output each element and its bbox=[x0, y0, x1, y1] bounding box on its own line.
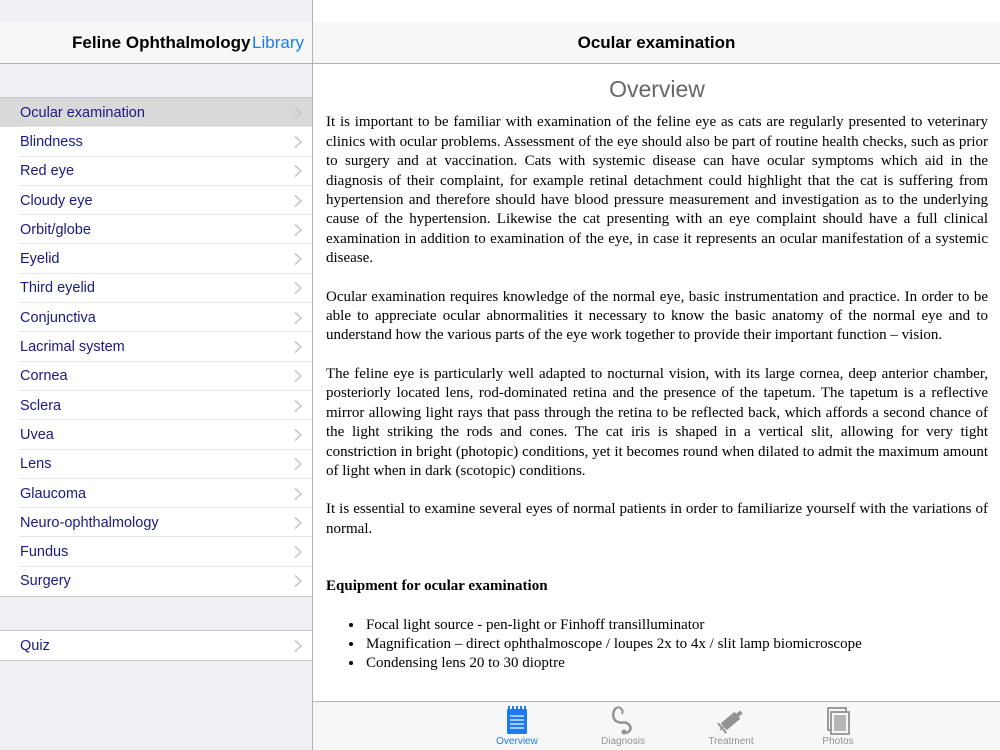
detail-nav-bar bbox=[313, 22, 1000, 64]
sidebar-nav-bar bbox=[0, 22, 312, 64]
sidebar-item-label: Lens bbox=[20, 456, 52, 473]
sidebar-item-label: Surgery bbox=[20, 573, 71, 590]
detail-title: Ocular examination bbox=[577, 33, 736, 52]
sidebar-item-label: Uvea bbox=[20, 426, 54, 443]
chevron-right-icon bbox=[294, 194, 302, 207]
quiz-group bbox=[0, 630, 312, 661]
chevron-right-icon bbox=[294, 311, 302, 324]
chevron-right-icon bbox=[294, 516, 302, 529]
library-button[interactable]: Library bbox=[252, 33, 304, 52]
sidebar-item[interactable] bbox=[0, 157, 312, 186]
sidebar-item[interactable] bbox=[0, 362, 312, 391]
chevron-right-icon bbox=[294, 399, 302, 412]
notepad-icon bbox=[505, 704, 529, 736]
paragraph: It is important to be familiar with examination of the feline eye as cats are regularly presented to veterinary clinics with ocular problems. Assessment of the eye should also be part of routine health checks, such as prior to surgery and at vaccination. Cats with systemic disease can have ocular symptoms which aid in the diagnosis of their complaint, for example retinal detachment could highlight that the cat is suffering from hypertension and therefore should have blood pressure measurement and investigation as to the underlying cause of the hypertension. Likewise the cat presenting with an eye complaint should have a full clinical examination in addition to examination of the eye, in case it represents an ocular manifestation of a systemic disease. bbox=[326, 114, 988, 267]
sidebar-item-label: Lacrimal system bbox=[20, 339, 125, 356]
sidebar-item[interactable] bbox=[0, 420, 312, 449]
tab-label: Photos bbox=[822, 736, 854, 747]
sidebar-item-label: Conjunctiva bbox=[20, 309, 96, 326]
sidebar-item[interactable] bbox=[0, 508, 312, 537]
paragraph: It is essential to examine several eyes of normal patients in order to familiarize yourself with the variations of normal. bbox=[326, 501, 988, 537]
sidebar-item[interactable] bbox=[0, 450, 312, 479]
chevron-right-icon bbox=[294, 223, 302, 236]
chevron-right-icon bbox=[294, 253, 302, 266]
chevron-right-icon bbox=[294, 165, 302, 178]
content-scroll[interactable] bbox=[313, 64, 1000, 701]
sidebar-item-label: Neuro-ophthalmology bbox=[20, 514, 159, 531]
sidebar-item-label: Cornea bbox=[20, 368, 68, 385]
sidebar-item-label: Blindness bbox=[20, 133, 83, 150]
list-item: • Focal light source - pen-light or Finhoff transilluminator bbox=[364, 616, 988, 635]
chevron-right-icon bbox=[294, 639, 302, 652]
stethoscope-icon bbox=[608, 704, 638, 736]
sidebar-item-label: Fundus bbox=[20, 544, 69, 561]
chevron-right-icon bbox=[294, 575, 302, 588]
sidebar-item[interactable] bbox=[0, 332, 312, 361]
sidebar-item-label: Sclera bbox=[20, 397, 62, 414]
sidebar bbox=[0, 0, 313, 750]
chevron-right-icon bbox=[294, 135, 302, 148]
sidebar-item-label: Red eye bbox=[20, 163, 75, 180]
tab-bar bbox=[313, 701, 1000, 750]
quiz-label: Quiz bbox=[20, 637, 50, 654]
sidebar-item[interactable] bbox=[0, 537, 312, 566]
sidebar-item-label: Ocular examination bbox=[20, 104, 145, 121]
sidebar-item[interactable] bbox=[0, 479, 312, 508]
tab-diagnosis[interactable] bbox=[583, 704, 663, 747]
sidebar-item[interactable] bbox=[0, 186, 312, 215]
chevron-right-icon bbox=[294, 428, 302, 441]
paragraph: Ocular examination requires knowledge of the normal eye, basic instrumentation and practice. In order to be able to appreciate ocular abnormalities it necessary to know the basic anatomy of the normal eye and to understand how the various parts of the eye work together to provide their important function – vision. bbox=[326, 288, 988, 344]
sidebar-item[interactable] bbox=[0, 244, 312, 273]
tab-treatment[interactable] bbox=[691, 704, 771, 747]
tab-label: Diagnosis bbox=[601, 736, 645, 747]
sidebar-item-label: Orbit/globe bbox=[20, 221, 91, 238]
chevron-right-icon bbox=[294, 370, 302, 383]
sidebar-item[interactable] bbox=[0, 127, 312, 156]
equipment-heading: Equipment for ocular examination bbox=[326, 578, 548, 595]
photos-icon bbox=[825, 704, 851, 736]
topic-list bbox=[0, 97, 312, 597]
tab-overview[interactable] bbox=[477, 704, 557, 747]
detail-pane bbox=[313, 0, 1000, 750]
sidebar-item[interactable] bbox=[0, 215, 312, 244]
chevron-right-icon bbox=[294, 487, 302, 500]
chevron-right-icon bbox=[294, 458, 302, 471]
chevron-right-icon bbox=[294, 106, 302, 119]
tab-photos[interactable] bbox=[798, 704, 878, 747]
equipment-list bbox=[364, 616, 988, 674]
sidebar-item[interactable] bbox=[0, 274, 312, 303]
sidebar-item[interactable] bbox=[0, 303, 312, 332]
list-item: • Magnification – direct ophthalmoscope / loupes 2x to 4x / slit lamp biomicroscope bbox=[364, 635, 988, 654]
sidebar-item-label: Eyelid bbox=[20, 251, 60, 268]
sidebar-item[interactable] bbox=[0, 567, 312, 596]
sidebar-item[interactable] bbox=[0, 98, 312, 127]
syringe-icon bbox=[715, 704, 747, 736]
quiz-item[interactable] bbox=[0, 631, 312, 660]
chevron-right-icon bbox=[294, 282, 302, 295]
sidebar-item-label: Cloudy eye bbox=[20, 192, 93, 209]
sidebar-item-label: Third eyelid bbox=[20, 280, 95, 297]
tab-label: Overview bbox=[496, 736, 538, 747]
list-item: • Condensing lens 20 to 30 dioptre bbox=[364, 654, 988, 673]
tab-label: Treatment bbox=[708, 736, 754, 747]
sidebar-item-label: Glaucoma bbox=[20, 485, 87, 502]
chevron-right-icon bbox=[294, 546, 302, 559]
sidebar-item[interactable] bbox=[0, 391, 312, 420]
chevron-right-icon bbox=[294, 341, 302, 354]
sidebar-title: Feline Ophthalmology bbox=[72, 33, 251, 52]
overview-heading: Overview bbox=[609, 76, 705, 102]
paragraph: The feline eye is particularly well adapted to nocturnal vision, with its large cornea, deep anterior chamber, posteriorly located lens, rod-dominated retina and the presence of the tapetum. The tapetum is a reflective mirror allowing light rays that pass through the retina to be reflected back, which affords a second chance of the light striking the rods and cones. The cat iris is shaped in a vertical slit, allowing for very tight constriction in bright (photopic) conditions, yet it becomes round when dilated to admit the maximum amount of light when in dark (scotopic) conditions. bbox=[326, 365, 988, 479]
